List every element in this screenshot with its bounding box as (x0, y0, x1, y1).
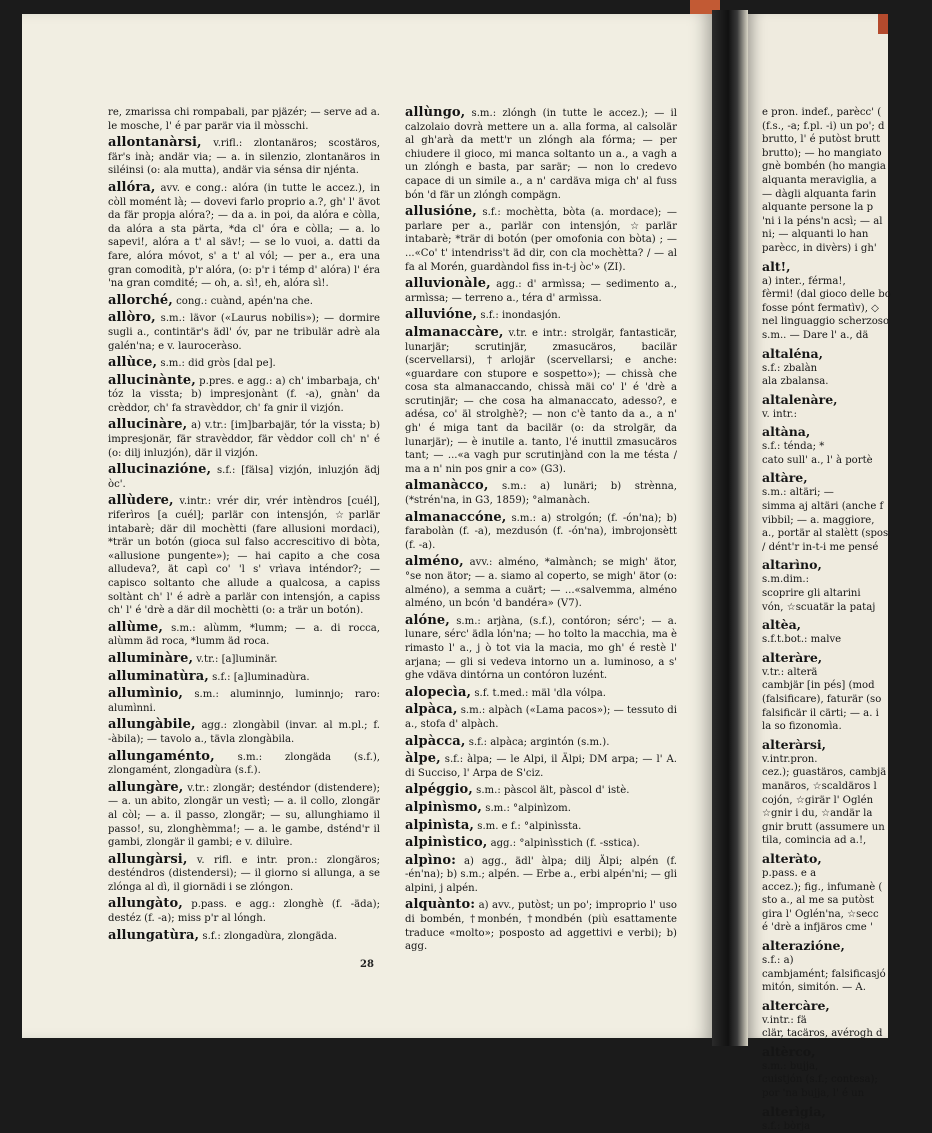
facing-line: s.m.. — Dare l' a., dä (762, 329, 869, 341)
entry-definition: s.m.: zlongäda (s.f.), zlongamént, zlongadùra (s.f.). (108, 751, 380, 777)
entry-definition: s.f.: alpàca; argintón (s.m.). (468, 736, 610, 748)
dictionary-entry (108, 494, 380, 617)
dictionary-entry (108, 418, 380, 460)
facing-line: v.tr.: alterä (762, 666, 818, 678)
facing-headword: altaléna, (762, 345, 823, 361)
facing-line: s.m.dim.: (762, 574, 810, 586)
entry-headword: alpìno: (405, 852, 457, 868)
facing-line: gnè bombén (ho mangia (762, 161, 886, 173)
dictionary-entry (108, 311, 380, 353)
entry-headword: allucinànte, (108, 372, 196, 388)
facing-line: (f.s., -a; f.pl. -i) un po'; d (762, 120, 885, 132)
entry-headword: allungaménto, (108, 748, 215, 764)
entry-definition: v.tr. e intr.: strolgär, fantasticär, lunarjär; scrutinjär, zmasucäros, bacilär (scervellarsi), †arlojär (scervellarsi; e anche: «guardare con stupore e sospetto»); — chissà che cosa sta almanaccando, chissà mäi co' l' é 'drè a scrutinjär; — che cosa ha almanaccato, adesso?, e adésa, co' äl strolghè?; — non c'è tanto da a., a n' gh' é miga tant da bacilär (o: da strolgär, da lunarjär); — è inutile a. tanto, l'é inuttil zmasucäros tant; — ...«a vagh pur scrutinjànd con la me tésta / ma a n' nin pos gnir a co» (G3). (405, 327, 677, 475)
entry-definition: a) agg., ädl' àlpa; dilj Älpi; alpén (f. -én'na); b) s.m.; alpén. — Erbe a., erbi alpén'ni; — gli alpini, j alpén. (405, 855, 677, 894)
entry-headword: alpinìstico, (405, 835, 488, 851)
entry-definition: s.m.: lävor («Laurus nobilis»); — dormire sugli a., contintär's ädl' óv, par ne tribulär adrè ala galén'na; e v. lauroceràso. (108, 313, 380, 352)
entry-definition: a) avv., putòst; un po'; improprio l' uso di bombén, †monbén, †mondbén (più esattamente traduce «molto»; posposto ad aggettivi e verbi); b) agg. (405, 900, 677, 953)
entry-definition: p.pass. e agg.: zlonghè (f. -äda); destéz (f. -a); miss p'r al lóngh. (108, 899, 380, 925)
dictionary-entry (108, 670, 380, 685)
entry-headword: allóra, (108, 179, 156, 195)
dictionary-entry (108, 294, 380, 309)
entry-definition: s.m.: alpàch («Lama pacos»); — tessuto di a., stofa d' alpàch. (405, 705, 677, 730)
dictionary-entry (405, 703, 677, 731)
facing-line: — dàgli alquanta farin (762, 188, 877, 200)
dictionary-entry (108, 136, 380, 178)
facing-line: ☆gnir i du, ☆andär la (762, 808, 873, 820)
entry-headword: alluvióne, (405, 307, 478, 323)
entry-headword: allùngo, (405, 105, 466, 120)
entry-headword: alpàca, (405, 702, 458, 718)
facing-headword: altàre, (762, 470, 808, 486)
entry-headword: alluvionàle, (405, 276, 491, 292)
dictionary-entry (405, 326, 677, 477)
facing-line: s.f.t.bot.: malve (762, 634, 842, 646)
entry-definition: avv.: alméno, *almànch; se migh' ätor, °se non ätor; — a. siamo al coperto, se migh' ätor (o: alméno), a semma a cuärt; — ...«salvemma, alméno alméno, un bcón 'd bandéra» (V7). (405, 557, 677, 610)
entry-definition: s.m.: °alpinìzom. (485, 802, 571, 814)
entry-headword: alóne, (405, 612, 450, 628)
facing-headword: alterazióne, (762, 937, 845, 953)
entry-definition: avv. e cong.: alóra (in tutte le accez.), in còll momént là; — dovevi farlo proprio a.?, gh' l' ävot da fär propja alóra?; — da a. in poi, da alóra e còlla, da alóra a sta pärta, *da cl' óra e còlla; — a. lo sapevi!, alóra a t' al säv!; — se lo vuoi, a. datti da fare, alóra móvot, s' a t' al vól; — per a., era una gran comodità, p'r alóra, (o: p'r i témp d' alóra) l' éra 'na gran comdité; — oh, a. sì!, eh, alóra sì!. (108, 182, 380, 290)
facing-line: simma aj altäri (anche f (762, 501, 884, 513)
entry-headword: almanaccóne, (405, 509, 507, 525)
entry-definition: s.m.: pàscol ält, pàscol d' istè. (476, 785, 630, 797)
facing-line: v.intr.pron. (762, 753, 818, 765)
dictionary-entry (108, 652, 380, 667)
entry-headword: allumìnio, (108, 686, 184, 702)
entry-definition: re, zmarissa chi rompabali, par pjäzér; — serve ad a. le mosche, l' é par parär via il mòsschi. (108, 107, 380, 132)
entry-definition: cong.: cuànd, apén'na che. (176, 295, 313, 307)
entry-definition: s.f.: zlongadùra, zlongäda. (202, 930, 338, 942)
dictionary-entry (405, 854, 677, 896)
dictionary-entry (405, 511, 677, 553)
dictionary-entry (405, 555, 677, 610)
entry-definition: s.f.: àlpa; — le Alpi, il Älpi; DM arpa; — l' A. di Succiso, l' Arpa de S'ciz. (405, 754, 677, 779)
facing-line: falsificär il cärti; — a. i (762, 707, 879, 719)
facing-line: s.f.: a) (762, 954, 794, 966)
facing-line: e pron. indef., parècc' ( (762, 107, 882, 118)
entry-headword: allontanàrsi, (108, 135, 202, 151)
dictionary-entry (405, 898, 677, 953)
dictionary-entry (405, 836, 677, 851)
entry-headword: alpinìsmo, (405, 799, 483, 815)
facing-line: s.f.: bòrja (762, 1120, 811, 1132)
facing-line: accez.); fig., infumanè ( (762, 881, 883, 893)
entry-definition: s.m. e f.: °alpinìssta. (477, 820, 582, 832)
facing-line: vón, ☆scuatär la pataj (762, 601, 876, 613)
dictionary-entry (405, 614, 677, 683)
page-number: 28 (360, 959, 374, 970)
facing-line: parècc, in divèrs) i gh' (762, 242, 877, 254)
entry-headword: almanàcco, (405, 478, 489, 494)
dictionary-entry (405, 735, 677, 750)
facing-line: a., portär al stalètt (spos (762, 528, 889, 540)
entry-definition: v. rifl. e intr. pron.: zlongäros; desténdros (distendersi); — il giorno si allunga, a se zlónga al dì, il giornädi i se zlóngon. (108, 854, 380, 893)
entry-headword: allusióne, (405, 204, 477, 220)
entry-headword: alpinìsta, (405, 817, 475, 833)
facing-headword: altèa, (762, 617, 802, 633)
entry-headword: allungatùra, (108, 927, 200, 943)
entry-headword: allòro, (108, 310, 156, 326)
entry-headword: allùdere, (108, 493, 174, 509)
facing-line: brutto); — ho mangiato (762, 147, 882, 159)
entry-headword: allungàre, (108, 779, 184, 795)
entry-headword: alopecìa, (405, 684, 472, 700)
dictionary-entry (108, 929, 380, 944)
entry-definition: s.m.: did gròs [dal pe]. (160, 358, 276, 370)
entry-headword: almanaccàre, (405, 324, 504, 340)
facing-headword: alteràrsi, (762, 736, 826, 752)
facing-headword: altàna, (762, 424, 811, 440)
facing-line: nel linguaggio scherzoso (762, 316, 890, 328)
facing-line: cez.); guastäros, cambjä (762, 767, 887, 779)
facing-line: tila, comincia ad a.!, (762, 835, 867, 847)
facing-line: 'ni i la péns'n acsì; — al (762, 215, 883, 227)
facing-line: mitón, simitón. — A. (762, 982, 866, 994)
dictionary-entry (108, 687, 380, 715)
entry-definition: agg.: d' armìssa; — sedimento a., armìssa; — terreno a., téra d' armìssa. (405, 279, 677, 304)
facing-line: s.f.: zbalàn (762, 362, 818, 374)
entry-headword: allungàbile, (108, 717, 196, 733)
entry-headword: àlpe, (405, 751, 441, 767)
facing-line: s.f.: ténda; * (762, 441, 825, 453)
entry-headword: alluminatùra, (108, 668, 209, 684)
facing-line: cambjamént; falsificasjó (762, 968, 886, 980)
dictionary-entry (108, 781, 380, 850)
dictionary-entry (108, 897, 380, 925)
facing-line: brutto, l' é putòst brutt (762, 134, 881, 146)
dictionary-entry (108, 106, 380, 133)
entry-definition: s.m.: arjàna, (s.f.), contóron; sérc'; — a. lunare, sérc' ädla lón'na; — ho tolto la macchia, ma è rimasto l' a., j ò tot via la macia, mo gh' é restè l' arjana; — gli si vedeva intorno un a. luminoso, a s' ghe vdäva dintórna un contóron luzént. (405, 615, 677, 682)
facing-line: cato sull' a., l' à portè (762, 454, 873, 466)
page-edge-marker (878, 14, 888, 34)
facing-line: vibbil; — a. maggiore, (762, 514, 875, 526)
entry-headword: alpàcca, (405, 733, 466, 749)
dictionary-entry (405, 819, 677, 834)
facing-line: a) inter., férma!, (762, 275, 846, 287)
entry-headword: allungàto, (108, 896, 183, 912)
entry-headword: alquànto: (405, 897, 476, 913)
entry-definition: p.pres. e agg.: a) ch' imbarbaja, ch' tóz la vissta; b) impresjonànt (f. -a), gnàn' da crèddor, ch' fa stravèddor, ch' fa gnir il vizjón. (108, 375, 381, 414)
entry-definition: agg.: zlongàbil (invar. al m.pl.; f. -àbila); — tavolo a., tävla zlongàbila. (108, 720, 380, 745)
facing-line: é 'drè a infjäros cme ' (762, 922, 873, 934)
entry-definition: v.tr.: [a]luminär. (196, 653, 278, 665)
dictionary-entry (405, 106, 677, 202)
entry-headword: alpéggio, (405, 782, 473, 798)
entry-headword: allorché, (108, 292, 173, 308)
dictionary-entry (108, 181, 380, 291)
facing-line: fèrmi! (dal gioco delle bo (762, 289, 891, 301)
entry-definition: agg.: °alpinìsstich (f. -sstica). (490, 838, 640, 850)
book-gutter (712, 10, 748, 1046)
dictionary-entry (108, 853, 380, 895)
facing-line: v.intr.: fä (762, 1014, 807, 1026)
facing-page (748, 14, 891, 1132)
facing-line: p.pass. e a (762, 867, 817, 879)
entry-definition: s.f.: [a]luminadùra. (212, 671, 310, 683)
entry-definition: v.intr.: vrér dir, vrér intèndros [cuél], riferìros [a cuél]; parlär con intensjón, ☆parlär intabarè; där dil mochètti (fare allusioni mordaci), *trär un botón (gioca sul falso accrescitivo di bòta, «allusione pungente»); — hai capito a che cosa alludeva?, ät capì co' 'l s' vrìava inténdor?; — capisco soltanto che allude a qualcosa, a capiss soltànt ch' l' é adrè a parlär con intensjón, a capiss ch' l' é 'drè a där dil mochètti (o: a trär un botón). (108, 496, 380, 617)
facing-headword: altalenàre, (762, 391, 838, 407)
dictionary-entry (405, 205, 677, 274)
dictionary-entry (405, 479, 677, 507)
dictionary-entry (405, 752, 677, 780)
facing-line: gira l' Oglén'na, ☆secc (762, 908, 879, 920)
dictionary-entry (108, 750, 380, 778)
entry-headword: allucinàre, (108, 417, 188, 433)
facing-headword: alteràre, (762, 649, 823, 665)
facing-line: manäros, ☆scaldäros l (762, 780, 877, 792)
entry-definition: s.m.: a) strolgón; (f. -ón'na); b) farabolàn (f. -a), mezdusón (f. -ón'na), imbrojonsètt (f. -a). (405, 512, 677, 551)
facing-line: alquanta meraviglia, a (762, 174, 877, 186)
entry-definition: s.m.: a) lunäri; b) strènna,(*strén'na, in G3, 1859); °almanàch. (405, 481, 677, 507)
facing-line: por 'na bujja, l' é un (762, 1088, 865, 1100)
right-column (405, 106, 677, 957)
entry-definition: s.m.: alùmm, *lumm; — a. di rocca, alùmm äd roca, *lumm äd roca. (108, 622, 380, 648)
facing-headword: altarìno, (762, 557, 822, 573)
entry-headword: allucinazióne, (108, 462, 212, 478)
entry-definition: s.m.: zlóngh (in tutte le accez.); — il calzolaio dovrà mettere un a. alla forma, al calsolär al gh'arà da mett'r un zlóngh ala fórma; — per chiudere il gioco, mi manca soltanto un a., a vagh a un zlóngh e basta, par sarär; — non lo credevo capace di un simile a., a n' cardäva miga ch' al fuss bón 'd fär un zlóngh compägn. (405, 108, 677, 201)
facing-line: sto a., al me sa putòst (762, 895, 875, 907)
facing-line: gnir brutt (assumere un (762, 821, 885, 833)
dictionary-entry (108, 621, 380, 649)
entry-definition: a) v.tr.: [im]barbajär, tór la vissta; b) impresjonär, fär stravèddor, fär vèddor coll ch' n' é (o: dilj inluzjón), där il vizjón. (108, 420, 381, 459)
entry-headword: alluminàre, (108, 650, 194, 666)
facing-line: cambjär [in pés] (mod (762, 680, 875, 692)
facing-line: (falsificare), faturär (so (762, 694, 882, 705)
facing-line: s.m.: altäri; — (762, 487, 834, 499)
dictionary-entry (108, 463, 380, 491)
facing-line: ni; — alquanti lo han (762, 229, 869, 241)
facing-line: s.m.: bujja, (762, 1060, 819, 1072)
facing-line: cojón, ☆girär l' Oglén (762, 794, 874, 806)
entry-definition: s.f.: mochètta, bòta (a. mordace); — parlare per a., parlär con intensjón, ☆parlär intabarè; *trär di botón (per omofonia con bòta) ; — ...«Co' t' intendriss't äd dir, con cla mochètta? / — al fa al Morén, guardàndol fiss in-t-j òc'» (ZI). (405, 207, 677, 273)
entry-headword: allùme, (108, 619, 164, 635)
facing-line: alquante persone la p (762, 202, 874, 214)
entry-definition: s.f.: [fälsa] vizjón, inluzjón ädj òc'. (108, 465, 380, 490)
facing-line: la so fizonomìa. (762, 721, 842, 733)
facing-line: / dént'r in-t-i me pensé (762, 541, 879, 553)
facing-headword: alteràto, (762, 850, 822, 866)
dictionary-entry (405, 308, 677, 323)
entry-definition: s.m.: aluminnjo, luminnjo; raro: alumìnni. (108, 689, 380, 714)
entry-definition: s.f.: inondasjón. (480, 310, 561, 322)
left-column (108, 106, 380, 946)
facing-line: clär, tacäros, avérogh d (762, 1028, 883, 1040)
facing-line: v. intr.: (762, 408, 798, 420)
dictionary-entry (405, 801, 677, 816)
facing-page-column (762, 106, 932, 1133)
dictionary-entry (108, 356, 380, 371)
entry-definition: v.rifl.: zlontanäros; scostäros, fär's inà; andär via; — a. in silenzio, zlontanäros in siléinsi (o: ala mutta), andär via sénsa dir njénta. (108, 138, 380, 177)
entry-headword: allùce, (108, 355, 158, 371)
facing-line: ala zbalansa. (762, 376, 829, 388)
entry-headword: allungàrsi, (108, 851, 188, 867)
facing-line: cuistjón (s.f.; contesa); (762, 1074, 878, 1086)
dictionary-page (22, 14, 712, 1038)
entry-headword: alméno, (405, 554, 464, 570)
facing-line: fosse pónt fermatìv), ◇ (762, 302, 879, 314)
facing-headword: alterìgia, (762, 1103, 826, 1119)
entry-definition: v.tr.: zlongär; desténdor (distendere); — a. un abito, zlongär un vestì; — a. il collo, zlongär al còl; — a. il passo, zlongär; — su, allunghiamo il passo!, su, zlonghèmma!; — a. le gambe, dsténd'r il gambi, zlongär il gambi; e v. diluìre. (108, 782, 380, 849)
dictionary-entry (108, 718, 380, 746)
facing-headword: altèrco, (762, 1043, 816, 1059)
dictionary-entry (405, 277, 677, 305)
dictionary-entry (108, 374, 380, 416)
facing-line: scoprire gli altarini (762, 588, 861, 600)
entry-definition: s.f. t.med.: mäl 'dla vólpa. (474, 687, 607, 699)
facing-headword: altercàre, (762, 997, 830, 1013)
dictionary-entry (405, 783, 677, 798)
facing-headword: alt!, (762, 258, 791, 274)
dictionary-entry (405, 686, 677, 701)
